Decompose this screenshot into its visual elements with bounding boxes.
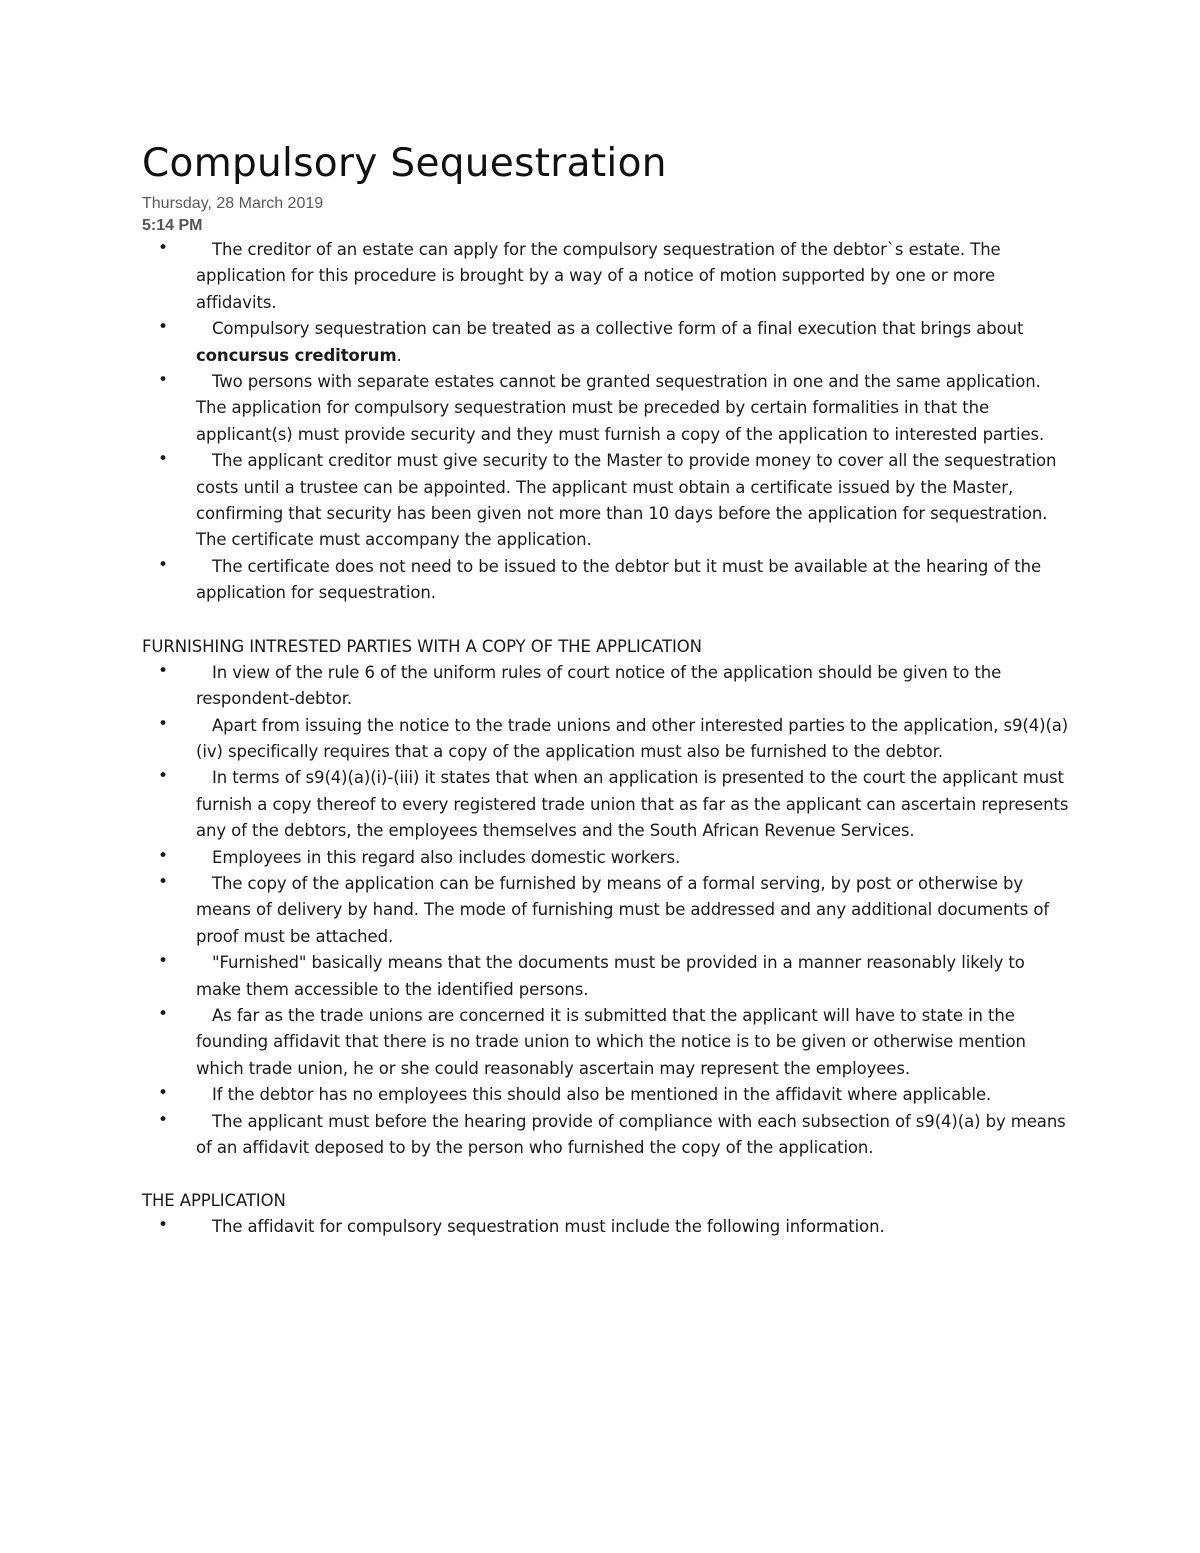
- text-run: Two persons with separate estates cannot be granted sequestration in one and the same application. The application for compulsory sequestration must be preceded by certain formalities in that the applicant(s) must provide security and they must furnish a copy of the application to interested parties.: [196, 372, 1045, 444]
- bullet-list-intro: [142, 237, 1072, 607]
- text-run: The applicant must before the hearing provide of compliance with each subsection of s9(4)(a) by means of an affidavit deposed to by the person who furnished the copy of the application.: [196, 1111, 1066, 1157]
- list-item-text: [180, 871, 1072, 950]
- list-item: [142, 950, 1072, 1003]
- list-item: [142, 448, 1072, 554]
- text-run: The applicant creditor must give security to the Master to provide money to cover all the sequestration costs until a trustee can be appointed. The applicant must obtain a certificate issued by the Master, confirming that security has been given not more than 10 days before the application for sequestration. The certificate must accompany the application.: [196, 451, 1057, 550]
- list-item-text: [180, 237, 1072, 316]
- text-run: .: [396, 345, 402, 365]
- list-item: [142, 845, 1072, 871]
- list-item-text: [180, 845, 1072, 871]
- list-item-text: [180, 1003, 1072, 1082]
- list-item: [142, 369, 1072, 448]
- list-item-text: [180, 448, 1072, 554]
- page-content: [142, 140, 1072, 1241]
- list-item-text: [180, 1082, 1072, 1108]
- text-run: Employees in this regard also includes domestic workers.: [212, 847, 681, 867]
- bullet-icon: •: [158, 1003, 168, 1024]
- bullet-icon: •: [158, 951, 168, 972]
- text-run: The affidavit for compulsory sequestration must include the following information.: [212, 1217, 885, 1237]
- bullet-icon: •: [158, 1083, 168, 1104]
- list-item-text: [180, 950, 1072, 1003]
- bullet-list-furnishing: [142, 660, 1072, 1162]
- bullet-icon: •: [158, 238, 168, 258]
- list-item: [142, 237, 1072, 316]
- text-run: The creditor of an estate can apply for the compulsory sequestration of the debtor`s estate. The application for this procedure is brought by a way of a notice of motion supported by one or more affidavits.: [196, 240, 1001, 312]
- list-item-text: [180, 316, 1072, 369]
- list-item: [142, 713, 1072, 766]
- bullet-icon: •: [158, 660, 168, 681]
- page-title: Compulsory Sequestration: [142, 141, 667, 186]
- list-item: [142, 660, 1072, 713]
- list-item: [142, 765, 1072, 844]
- bullet-icon: •: [158, 713, 168, 734]
- list-item-text: [180, 369, 1072, 448]
- list-item: [142, 871, 1072, 950]
- text-run: Apart from issuing the notice to the trade unions and other interested parties to the application, s9(4)(a)(iv) specifically requires that a copy of the application must also be furnished to the debtor.: [196, 715, 1069, 761]
- bold-term: concursus creditorum: [196, 345, 397, 365]
- text-run: Compulsory sequestration can be treated as a collective form of a final execution that brings about: [212, 319, 1024, 339]
- text-run: In view of the rule 6 of the uniform rules of court notice of the application should be given to the respondent-debtor.: [196, 662, 1002, 709]
- list-item-text: [180, 554, 1072, 607]
- text-run: In terms of s9(4)(a)(i)-(iii) it states that when an application is presented to the court the applicant must furnish a copy thereof to every registered trade union that as far as the applicant can ascertain represents any of the debtors, the employees themselves and the South African Revenue Services.: [196, 768, 1069, 841]
- list-item-text: [180, 660, 1072, 713]
- bullet-icon: •: [158, 449, 168, 470]
- text-run: As far as the trade unions are concerned it is submitted that the applicant will have to state in the founding affidavit that there is no trade union to which the notice is to be given or otherwise mention which trade union, he or she could reasonably ascertain may represent the employees.: [196, 1005, 1026, 1078]
- bullet-icon: •: [158, 845, 168, 866]
- bullet-icon: •: [158, 766, 168, 787]
- list-item: [142, 316, 1072, 369]
- list-item-text: [180, 765, 1072, 844]
- list-item-text: [180, 1214, 1072, 1240]
- bullet-icon: •: [158, 554, 168, 575]
- text-run: "Furnished" basically means that the documents must be provided in a manner reasonably likely to make them accessible to the identified persons.: [196, 953, 1025, 999]
- text-run: The copy of the application can be furnished by means of a formal serving, by post or otherwise by means of delivery by hand. The mode of furnishing must be addressed and any additional documents of proof must be attached.: [196, 873, 1050, 946]
- note-date: Thursday, 28 March 2019: [142, 195, 324, 212]
- list-item: [142, 1109, 1072, 1162]
- bullet-icon: •: [158, 317, 168, 338]
- list-item: [142, 1082, 1072, 1108]
- note-time: 5:14 PM: [142, 217, 203, 234]
- bullet-icon: •: [158, 871, 168, 892]
- list-item-text: [180, 713, 1072, 766]
- text-run: The certificate does not need to be issued to the debtor but it must be available at the hearing of the application for sequestration.: [196, 556, 1042, 603]
- section-heading-furnishing: FURNISHING INTRESTED PARTIES WITH A COPY OF THE APPLICATION: [142, 636, 702, 656]
- section-heading-application: THE APPLICATION: [142, 1191, 286, 1211]
- bullet-icon: •: [158, 370, 168, 391]
- bullet-icon: •: [158, 1215, 168, 1236]
- list-item: [142, 1003, 1072, 1082]
- bullet-icon: •: [158, 1109, 168, 1130]
- list-item: [142, 554, 1072, 607]
- list-item-text: [180, 1109, 1072, 1162]
- text-run: If the debtor has no employees this should also be mentioned in the affidavit where applicable.: [212, 1085, 992, 1105]
- list-item: [142, 1214, 1072, 1240]
- bullet-list-application: [142, 1214, 1072, 1240]
